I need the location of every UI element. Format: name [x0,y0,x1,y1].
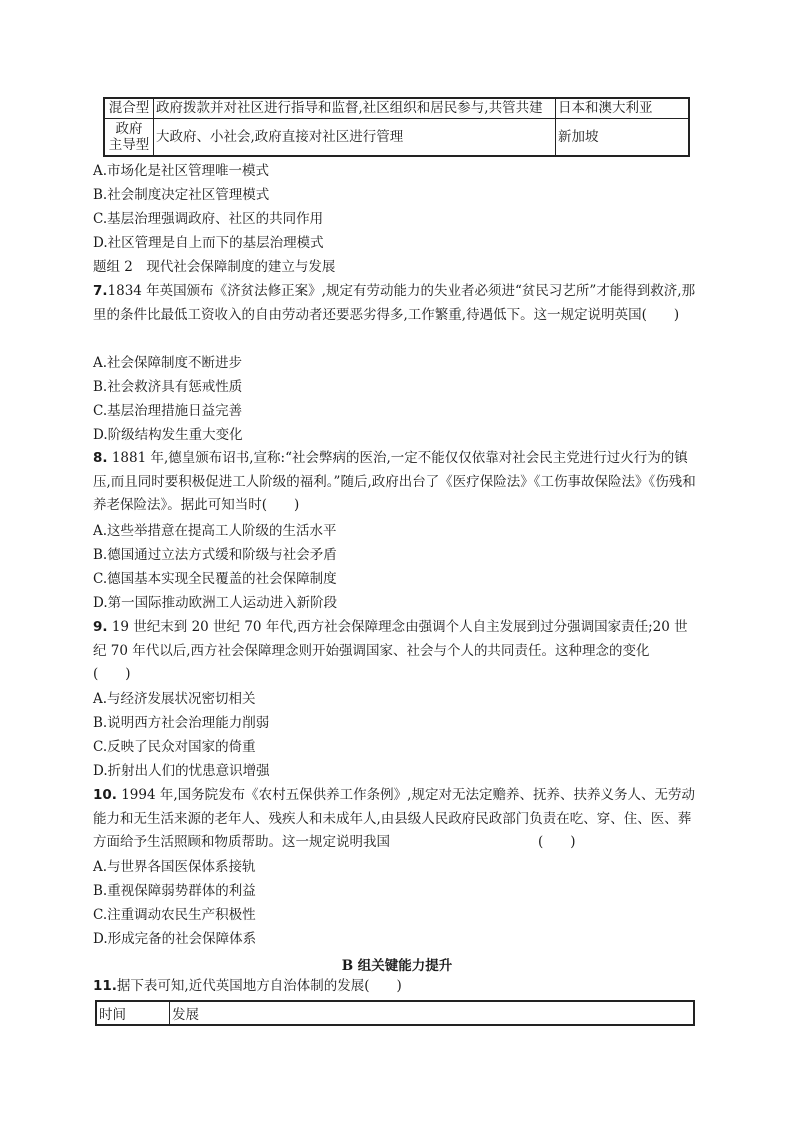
question-text: 1881 年,德皇颁布诏书,宣称:“社会弊病的医治,一定不能仅仅依靠对社会民主党进行过火行为的镇压,而且同时要积极促进工人阶级的福利。”随后,政府出台了《医疗保险法》《工伤事故保险法》《伤残和养老保险法》。据此可知当时( ) [93,450,696,513]
option-c: C.注重调动农民生产积极性 [93,907,256,923]
header-time: 时间 [96,1001,170,1025]
cell-line: 主导型 [108,137,150,153]
question-number: 11. [93,978,117,994]
option-c: C.反映了民众对国家的倚重 [93,739,256,755]
question-text: 19 世纪末到 20 世纪 70 年代,西方社会保障理念由强调个人自主发展到过分强调国家责任;20 世纪 70 年代以后,西方社会保障理念则开始强调国家、社会与个人的共同责任。这种理念的变化 [93,619,688,659]
table-cell: 日本和澳大利亚 [556,98,690,119]
option-a: A.与经济发展状况密切相关 [93,691,256,707]
question-10 [93,784,697,855]
option-c: C.德国基本实现全民覆盖的社会保障制度 [93,571,337,587]
option-d: D.第一国际推动欧洲工人运动进入新阶段 [93,595,338,611]
question-number: 7. [93,283,108,299]
group-title: 题组 2 现代社会保障制度的建立与发展 [93,259,336,275]
question-text: 1834 年英国颁布《济贫法修正案》,规定有劳动能力的失业者必须进“贫民习艺所”才能得到救济,那里的条件比最低工资收入的自由劳动者还要恶劣得多,工作繁重,待遇低下。这一规定说明英国( ) [93,283,696,323]
option-c: C.基层治理强调政府、社区的共同作用 [93,211,324,227]
option-d: D.阶级结构发生重大变化 [93,427,243,443]
option-a: A.与世界各国医保体系接轨 [93,859,256,875]
cell-line: 政府 [115,121,143,137]
question-7 [93,280,697,327]
answer-blank: ( ) [538,834,576,850]
question-text: 据下表可知,近代英国地方自治体制的发展( ) [116,978,402,994]
option-c: C.基层治理措施日益完善 [93,403,243,419]
option-b: B.说明西方社会治理能力削弱 [93,715,270,731]
development-table [95,1000,695,1026]
table-row [104,98,689,119]
option-b: B.社会制度决定社区管理模式 [93,187,270,203]
option-a: A.这些举措意在提高工人阶级的生活水平 [93,523,337,539]
option-b: B.社会救济具有惩戒性质 [93,379,243,395]
question-number: 9. [93,619,108,635]
question-number: 10. [93,787,117,803]
question-8 [93,447,697,518]
option-d: D.形成完备的社会保障体系 [93,931,257,947]
option-b: B.重视保障弱势群体的利益 [93,883,256,899]
header-development: 发展 [170,1001,695,1025]
option-d: D.社区管理是自上而下的基层治理模式 [93,235,324,251]
table-header-row [96,1001,694,1025]
table-cell: 大政府、小社会,政府直接对社区进行管理 [154,119,556,157]
question-9 [93,616,697,663]
option-d: D.折射出人们的忧患意识增强 [93,763,270,779]
section-heading: B 组关键能力提升 [341,958,453,974]
table-cell: 政府拨款并对社区进行指导和监督,社区组织和居民参与,共管共建 [154,98,556,119]
question-text: 1994 年,国务院发布《农村五保供养工作条例》,规定对无法定赡养、抚养、扶养义务人、无劳动能力和无生活来源的老年人、残疾人和未成年人,由县级人民政府民政部门负责在吃、穿、住、医、葬方面给予生活照顾和物质帮助。这一规定说明我国 [93,787,695,850]
table-cell [104,119,154,157]
question-number: 8. [93,450,108,466]
table-row [104,119,689,157]
table-cell: 混合型 [104,98,154,119]
community-model-table [103,97,690,157]
answer-blank: ( ) [93,666,131,682]
option-a: A.社会保障制度不断进步 [93,355,243,371]
option-a: A.市场化是社区管理唯一模式 [93,163,270,179]
option-b: B.德国通过立法方式缓和阶级与社会矛盾 [93,547,337,563]
table-cell: 新加坡 [556,119,690,157]
question-11 [93,977,402,995]
